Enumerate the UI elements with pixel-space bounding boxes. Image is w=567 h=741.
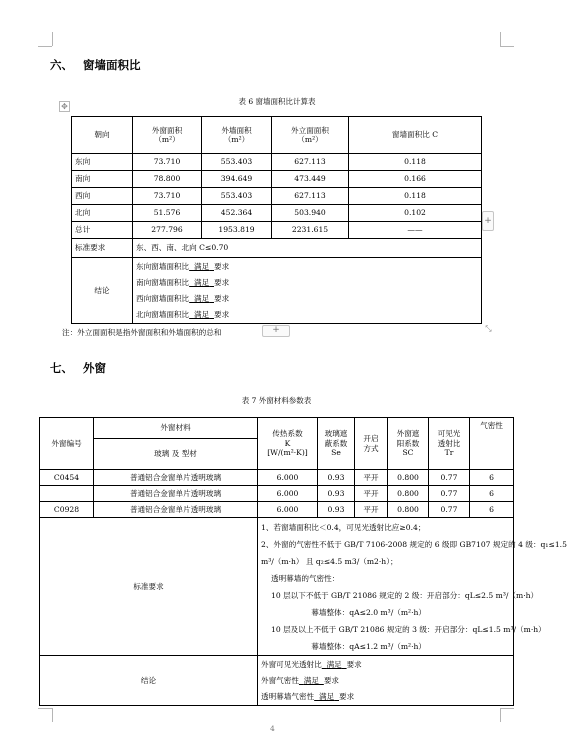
conclusion-label: 结论 xyxy=(40,656,258,706)
cell-ratio: —— xyxy=(349,222,482,239)
table-7 xyxy=(39,417,567,706)
standard-line: 幕墙整体：qA≤2.0 m³/（m²·h） xyxy=(311,607,426,617)
header-sc: 外窗遮 阳系数 SC xyxy=(388,418,429,470)
cell-facade-area: 627.113 xyxy=(272,154,349,171)
section-6-number: 六、 xyxy=(50,58,73,72)
corner-mark-bottom-left xyxy=(52,708,53,722)
conclusion-line: 北向窗墙面积比 满足 要求 xyxy=(136,309,230,319)
section-7-title: 外窗 xyxy=(83,361,106,375)
cell-window-area: 78.800 xyxy=(133,171,202,188)
add-column-button[interactable]: + xyxy=(482,211,494,231)
section-7-number: 七、 xyxy=(50,361,73,375)
cell-se: 0.93 xyxy=(318,486,355,502)
standard-line: 1、若窗墙面积比＜0.4，可见光透射比应≥0.4； xyxy=(261,522,426,532)
standard-text xyxy=(258,518,567,656)
cell-airtightness: 6 xyxy=(470,486,514,502)
standard-label: 标准要求 xyxy=(40,518,258,656)
table-6-note: 注：外立面面积是指外窗面积和外墙面积的总和 xyxy=(62,328,222,337)
cell-k: 6.000 xyxy=(258,470,318,486)
cell-opening: 平开 xyxy=(355,502,388,518)
corner-mark-top-right xyxy=(500,32,501,46)
conclusion-line: 东向窗墙面积比 满足 要求 xyxy=(136,261,230,271)
standard-line: 幕墙整体：qA≤1.2 m³/（m²·h） xyxy=(311,641,426,651)
standard-line: 10 层以下不低于 GB/T 21086 规定的 2 级：开启部分：qL≤2.5 m³/（m·h） xyxy=(271,590,539,600)
header-material: 外窗材料 xyxy=(94,418,258,439)
header-material-sub: 玻璃 及 型材 xyxy=(94,439,258,470)
table-6-header-row xyxy=(72,117,482,154)
header-wall-area: 外墙面积 （m²） xyxy=(202,117,272,154)
table-row xyxy=(72,205,482,222)
standard-line: 2、外窗的气密性不低于 GB/T 7106-2008 规定的 6 级即 GB7107 规定的 4 级：q₁≤1.5 xyxy=(261,539,567,549)
cell-facade-area: 2231.615 xyxy=(272,222,349,239)
header-window-area: 外窗面积 （m²） xyxy=(133,117,202,154)
standard-line: m³/（m·h） 且 q₂≤4.5 m3/（m2·h）； xyxy=(261,556,398,566)
corner-mark-bottom-right xyxy=(500,708,514,709)
cell-se: 0.93 xyxy=(318,470,355,486)
cell-window-area: 51.576 xyxy=(133,205,202,222)
conclusion-label: 结论 xyxy=(72,258,133,324)
cell-material: 普通铝合金窗单片透明玻璃 xyxy=(94,502,258,518)
table-7-header-row xyxy=(40,418,514,439)
cell-wall-area: 1953.819 xyxy=(202,222,272,239)
conclusion-line: 西向窗墙面积比 满足 要求 xyxy=(136,293,230,303)
table-row xyxy=(72,171,482,188)
cell-orientation: 南向 xyxy=(72,171,133,188)
cell-sc: 0.800 xyxy=(388,486,429,502)
cell-orientation: 西向 xyxy=(72,188,133,205)
cell-k: 6.000 xyxy=(258,486,318,502)
table-6-conclusion-row xyxy=(72,258,482,324)
cell-se: 0.93 xyxy=(318,502,355,518)
table-row xyxy=(40,502,514,518)
cell-wall-area: 553.403 xyxy=(202,154,272,171)
conclusion-line: 南向窗墙面积比 满足 要求 xyxy=(136,277,230,287)
cell-ratio: 0.118 xyxy=(349,188,482,205)
cell-opening: 平开 xyxy=(355,486,388,502)
cell-wall-area: 553.403 xyxy=(202,188,272,205)
cell-orientation: 总计 xyxy=(72,222,133,239)
section-7-heading xyxy=(50,360,106,376)
cell-window-area: 73.710 xyxy=(133,154,202,171)
resize-handle-icon[interactable]: ⤡ xyxy=(485,324,492,333)
header-opening: 开启 方式 xyxy=(355,418,388,470)
cell-airtightness: 6 xyxy=(470,502,514,518)
table-row xyxy=(72,154,482,171)
table-row-total xyxy=(72,222,482,239)
cell-ratio: 0.102 xyxy=(349,205,482,222)
cell-window-area: 73.710 xyxy=(133,188,202,205)
header-window-id: 外窗编号 xyxy=(40,418,94,470)
cell-tr: 0.77 xyxy=(429,486,470,502)
table-row xyxy=(72,188,482,205)
cell-wall-area: 394.649 xyxy=(202,171,272,188)
standard-line: 10 层及以上不低于 GB/T 21086 规定的 3 级：开启部分：qL≤1.5 m³/（m·h） xyxy=(271,624,546,634)
cell-tr: 0.77 xyxy=(429,470,470,486)
table-6-caption: 表 6 窗墙面积比计算表 xyxy=(238,97,316,106)
header-k: 传热系数 K [W/(m²·K)] xyxy=(258,418,318,470)
conclusion-text xyxy=(133,258,482,324)
cell-facade-area: 503.940 xyxy=(272,205,349,222)
cell-window-id: C0454 xyxy=(40,470,94,486)
cell-facade-area: 473.449 xyxy=(272,171,349,188)
corner-mark-top-left xyxy=(52,32,53,46)
cell-airtightness: 6 xyxy=(470,470,514,486)
header-airtightness: 气密性 xyxy=(470,418,514,470)
cell-facade-area: 627.113 xyxy=(272,188,349,205)
table-row xyxy=(40,470,514,486)
cell-material: 普通铝合金窗单片透明玻璃 xyxy=(94,470,258,486)
header-facade-area: 外立面面积 （m²） xyxy=(272,117,349,154)
cell-tr: 0.77 xyxy=(429,502,470,518)
section-6-heading xyxy=(50,57,141,73)
corner-mark-top-left xyxy=(38,46,52,47)
standard-text: 东、西、南、北向 C≤0.70 xyxy=(133,239,482,258)
conclusion-line: 外窗气密性 满足 要求 xyxy=(261,675,339,685)
cell-window-id xyxy=(40,486,94,502)
cell-ratio: 0.166 xyxy=(349,171,482,188)
cell-orientation: 东向 xyxy=(72,154,133,171)
cell-k: 6.000 xyxy=(258,502,318,518)
cell-material: 普通铝合金窗单片透明玻璃 xyxy=(94,486,258,502)
page-number: 4 xyxy=(270,724,275,733)
cell-window-area: 277.796 xyxy=(133,222,202,239)
table-row xyxy=(40,486,514,502)
table-6 xyxy=(71,116,482,324)
conclusion-line: 透明幕墙气密性 满足 要求 xyxy=(261,691,355,701)
cell-sc: 0.800 xyxy=(388,470,429,486)
header-orientation: 朝向 xyxy=(72,117,133,154)
conclusion-text xyxy=(258,656,514,706)
cell-orientation: 北向 xyxy=(72,205,133,222)
add-row-button[interactable]: + xyxy=(262,325,290,337)
section-6-title: 窗墙面积比 xyxy=(83,58,141,72)
cell-window-id: C0928 xyxy=(40,502,94,518)
table-7-caption: 表 7 外窗材料参数表 xyxy=(241,396,312,405)
table-7-conclusion-row xyxy=(40,656,514,706)
cell-ratio: 0.118 xyxy=(349,154,482,171)
table-6-standard-row xyxy=(72,239,482,258)
cell-opening: 平开 xyxy=(355,470,388,486)
corner-mark-top-right xyxy=(500,46,514,47)
table-7-standard-row xyxy=(40,518,514,656)
conclusion-line: 外窗可见光透射比 满足 要求 xyxy=(261,659,362,669)
table-move-handle-icon[interactable]: ✥ xyxy=(59,101,70,112)
header-ratio: 窗墙面积比 C xyxy=(349,117,482,154)
corner-mark-bottom-right xyxy=(500,708,501,722)
standard-label: 标准要求 xyxy=(72,239,133,258)
cell-wall-area: 452.364 xyxy=(202,205,272,222)
header-tr: 可见光 透射比 Tr xyxy=(429,418,470,470)
header-se: 玻璃遮 蔽系数 Se xyxy=(318,418,355,470)
standard-line: 透明幕墙的气密性： xyxy=(271,573,340,583)
cell-sc: 0.800 xyxy=(388,502,429,518)
corner-mark-bottom-left xyxy=(38,708,52,709)
